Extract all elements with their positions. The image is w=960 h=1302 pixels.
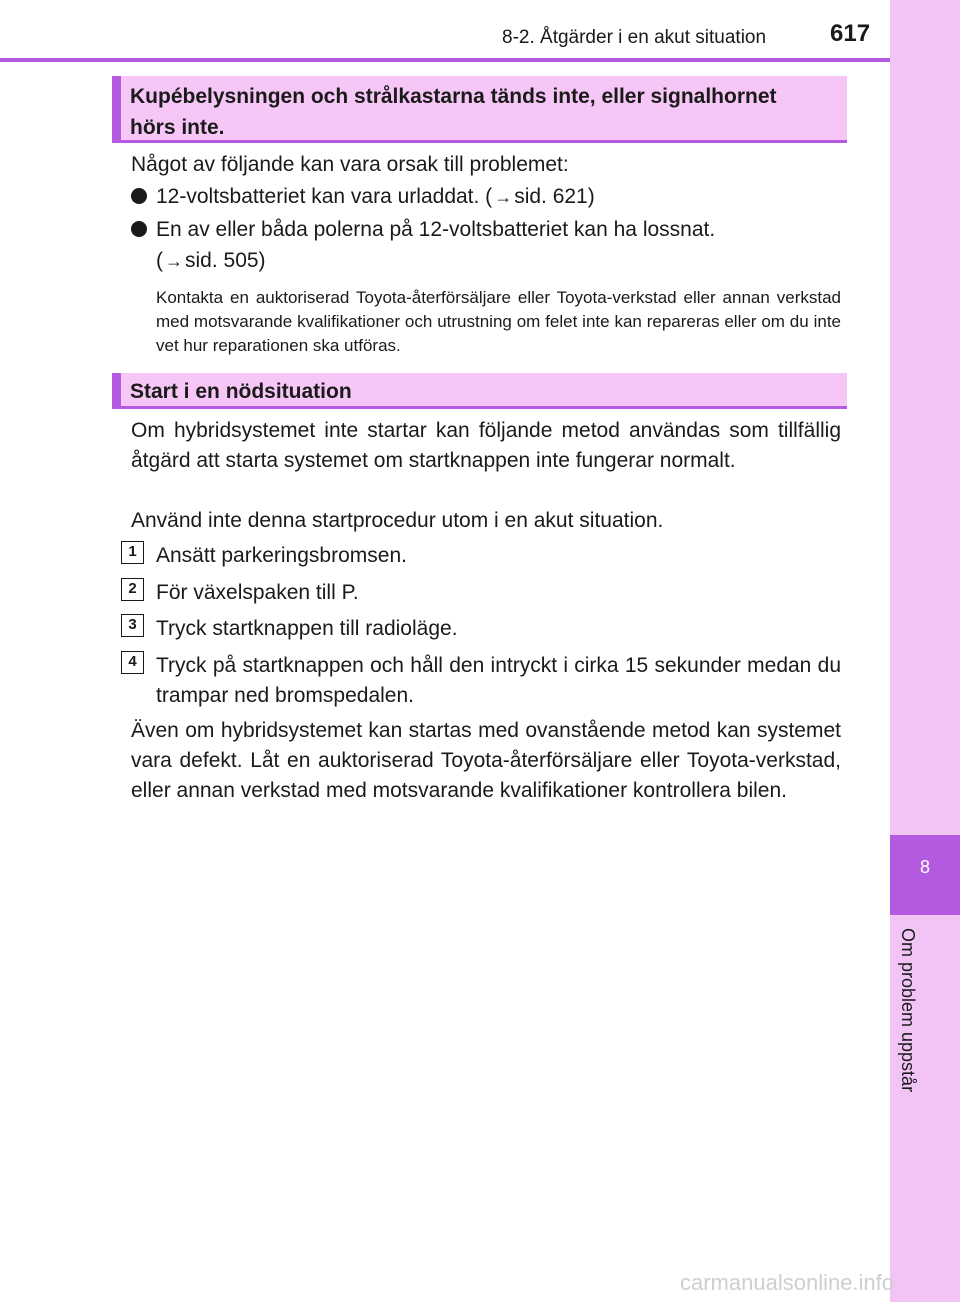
section2-intro: Om hybridsystemet inte startar kan följande metod användas som tillfällig åtgärd att starta systemet om startknappen inte fungerar normalt. (131, 419, 841, 472)
step-number-4: 4 (121, 651, 144, 674)
bullet-item-battery-terminals-ref (156, 246, 266, 276)
step-number-3: 3 (121, 614, 144, 637)
step-number-2: 2 (121, 578, 144, 601)
ref-open-paren: ( (156, 249, 163, 272)
section1-intro: Något av följande kan vara orsak till problemet: (131, 153, 569, 176)
section-heading-line1: Kupébelysningen och strålkastarna tänds inte, eller signalhornet (130, 85, 777, 108)
arrow-right-icon: → (165, 251, 183, 271)
arrow-right-icon: → (494, 187, 513, 207)
bullet-text: En av eller båda polerna på 12-voltsbatteriet kan ha lossnat. (156, 218, 716, 241)
step-number-1: 1 (121, 541, 144, 564)
header-section-title: 8-2. Åtgärder i en akut situation (502, 27, 767, 48)
bullet-icon (131, 188, 147, 204)
page-number: 617 (830, 20, 871, 47)
bullet-item-battery-terminals (131, 215, 715, 245)
section-heading-emergency-start (112, 373, 847, 409)
chapter-side-tab (890, 0, 960, 1302)
section2-warning: Använd inte denna startprocedur utom i en akut situation. (131, 509, 664, 532)
chapter-number: 8 (919, 857, 930, 877)
step-text-4: Tryck på startknappen och håll den intryckt i cirka 15 sekunder medan du trampar ned bromspedalen. (156, 654, 841, 707)
page-reference-link[interactable]: sid. 505) (185, 249, 266, 272)
step-text-2: För växelspaken till P. (156, 581, 359, 604)
step-text-3: Tryck startknappen till radioläge. (156, 617, 458, 640)
chapter-title: Om problem uppstår (898, 928, 918, 1093)
bullet-icon (131, 221, 147, 237)
watermark: carmanualsonline.info (680, 1270, 895, 1295)
page-reference-link[interactable]: sid. 621) (514, 185, 595, 208)
section-heading-text: Start i en nödsituation (130, 380, 352, 403)
header-divider (0, 58, 890, 62)
section2-closing: Även om hybridsystemet kan startas med ovanstående metod kan systemet vara defekt. Låt en auktoriserad Toyota-återförsäljare eller Toyota-verkstad, eller annan verkstad med motsvarande kvalifikationer kontrollera bilen. (131, 719, 841, 802)
bullet-text: 12-voltsbatteriet kan vara urladdat. ( (156, 185, 493, 208)
section-heading-lights (112, 76, 847, 143)
bullet-item-battery-discharged (131, 182, 595, 212)
section-heading-line2: hörs inte. (130, 116, 225, 139)
step-text-1: Ansätt parkeringsbromsen. (156, 544, 407, 567)
section1-note: Kontakta en auktoriserad Toyota-återförsäljare eller Toyota-verkstad eller annan verkstad med motsvarande kvalifikationer och utrustning om felet inte kan repareras eller om du inte vet hur reparationen ska utföras. (156, 288, 841, 355)
